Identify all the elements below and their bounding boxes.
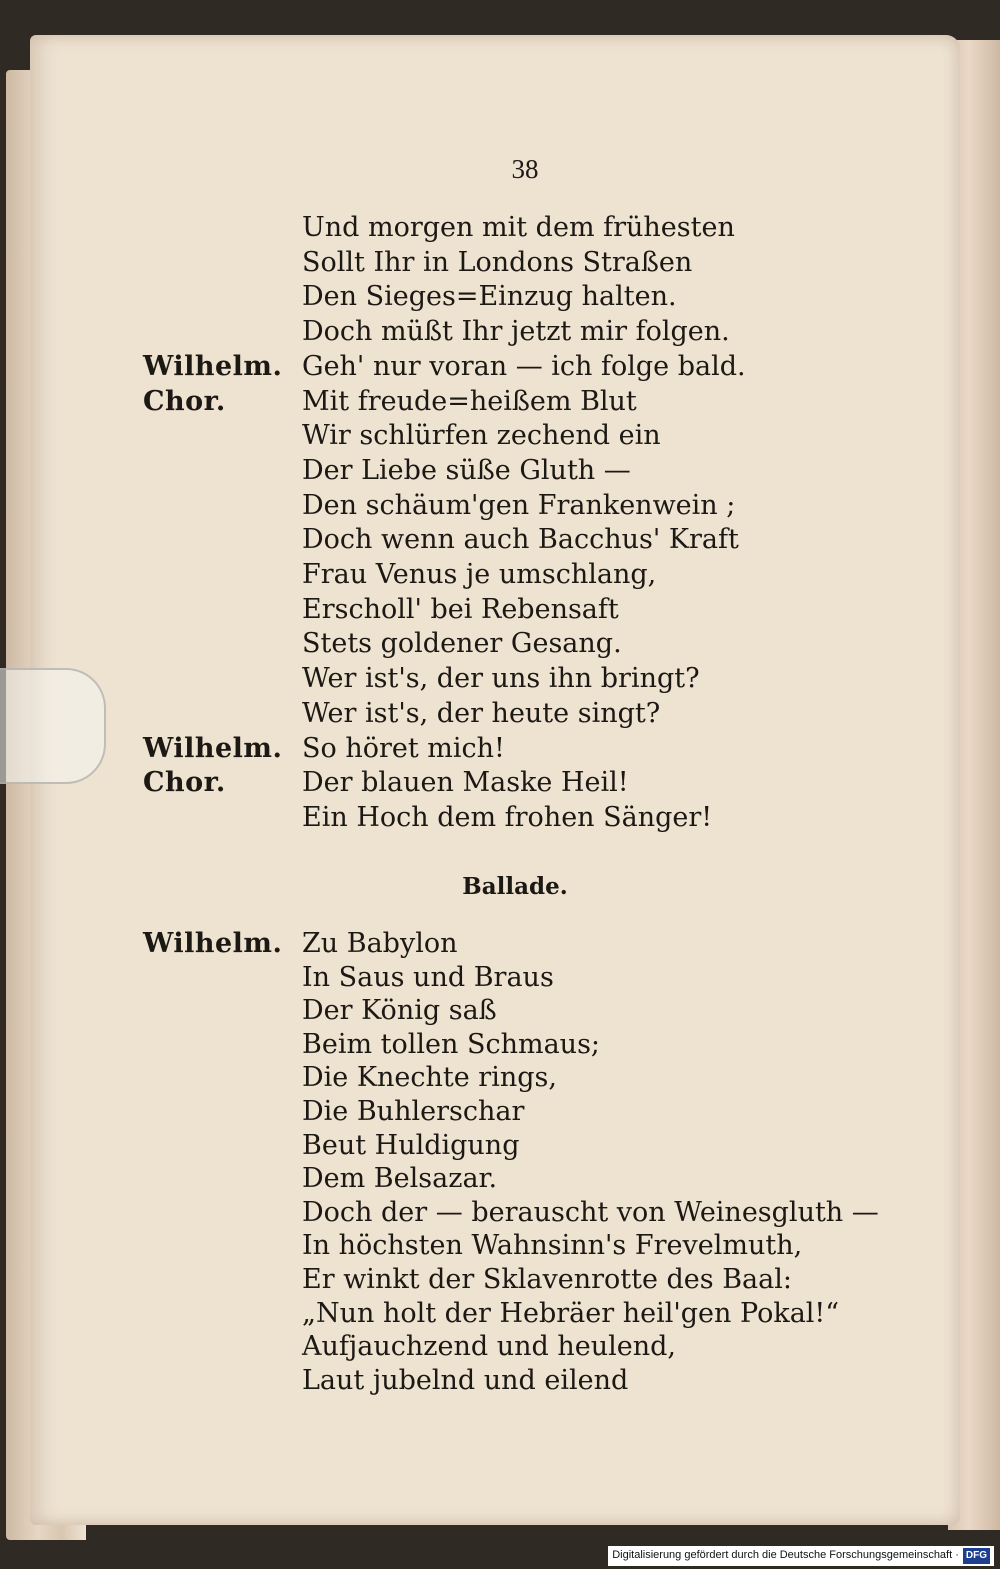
verse-line (0, 662, 940, 696)
verse-text: Mit freude=heißem Blut (302, 385, 637, 417)
verse-line (0, 1229, 940, 1263)
verse-line (0, 1196, 940, 1230)
page-number: 38 (511, 154, 539, 184)
verse-line (0, 627, 940, 661)
section-heading: Ballade. (462, 873, 568, 900)
verse-line (0, 280, 940, 314)
verse-line (0, 1129, 940, 1163)
verse-line (0, 994, 940, 1028)
verse-text: In höchsten Wahnsinn's Frevelmuth, (302, 1230, 803, 1262)
verse-line (0, 766, 940, 800)
verse-line (0, 927, 940, 961)
verse-line (0, 1162, 940, 1196)
footer-text: Digitalisierung gefördert durch die Deutsche Forschungsgemeinschaft · (612, 1549, 959, 1561)
verse-text: Doch der — berauscht von Weinesgluth — (302, 1196, 879, 1228)
verse-text: Ein Hoch dem frohen Sänger! (302, 801, 713, 833)
verse-line (0, 961, 940, 995)
verse-text: Der blauen Maske Heil! (302, 767, 629, 799)
verse-line (0, 697, 940, 731)
verse-text: Die Knechte rings, (302, 1062, 557, 1094)
verse-text: Doch wenn auch Bacchus' Kraft (302, 524, 739, 556)
verse-line (0, 246, 940, 280)
verse-text: Doch müßt Ihr jetzt mir folgen. (302, 316, 730, 348)
verse-line (0, 1028, 940, 1062)
speaker-label: Wilhelm. (143, 732, 283, 764)
verse-text: Den Sieges=Einzug halten. (302, 281, 677, 313)
verse-text: Frau Venus je umschlang, (302, 559, 657, 590)
verse-text: Der Liebe süße Gluth — (302, 454, 631, 486)
verse-line (0, 419, 940, 453)
verse-text: Wer ist's, der heute singt? (302, 697, 661, 729)
verse-text: Wer ist's, der uns ihn bringt? (302, 663, 700, 695)
verse-text: In Saus und Braus (302, 961, 554, 993)
verse-line (0, 350, 940, 384)
verse-text: Dem Belsazar. (302, 1163, 498, 1195)
verse-text: Die Buhlerschar (302, 1096, 525, 1127)
verse-line (0, 1061, 940, 1095)
verse-line (0, 315, 940, 349)
verse-line (0, 558, 940, 592)
verse-text: Aufjauchzend und heulend, (302, 1331, 676, 1363)
speaker-label: Chor. (143, 385, 226, 417)
verse-text: Beut Huldigung (302, 1129, 520, 1161)
verse-text: Und morgen mit dem frühesten (302, 212, 735, 243)
speaker-label: Wilhelm. (143, 928, 283, 959)
verse-text: Er winkt der Sklavenrotte des Baal: (302, 1264, 792, 1295)
verse-line (0, 801, 940, 835)
verse-text: Erscholl' bei Rebensaft (302, 593, 619, 625)
verse-text: Laut jubelnd und eilend (302, 1364, 629, 1396)
verse-text: Stets goldener Gesang. (302, 628, 622, 660)
verse-line (0, 1263, 940, 1297)
verse-line (0, 523, 940, 557)
verse-line (0, 489, 940, 523)
speaker-label: Chor. (143, 767, 226, 799)
verse-text: Zu Babylon (302, 928, 458, 959)
speaker-label: Wilhelm. (143, 350, 283, 382)
verse-text: Der König saß (302, 995, 497, 1027)
verse-text: Beim tollen Schmaus; (302, 1028, 601, 1060)
verse-line (0, 1330, 940, 1364)
verse-line (0, 454, 940, 488)
verse-text: Den schäum'gen Frankenwein ; (302, 489, 736, 521)
verse-text: So höret mich! (302, 732, 505, 764)
dfg-logo: DFG (963, 1548, 990, 1564)
verse-line (0, 211, 940, 245)
digitization-footer (608, 1546, 994, 1566)
verse-text: „Nun holt der Hebräer heil'gen Pokal!“ (302, 1297, 840, 1329)
verse-line (0, 593, 940, 627)
verse-line (0, 732, 940, 766)
verse-line (0, 1095, 940, 1129)
verse-line (0, 1297, 940, 1331)
verse-line (0, 385, 940, 419)
verse-text: Geh' nur voran — ich folge bald. (302, 350, 746, 382)
verse-text: Wir schlürfen zechend ein (302, 420, 661, 452)
verse-text: Sollt Ihr in Londons Straßen (302, 246, 693, 278)
verse-line (0, 1364, 940, 1398)
